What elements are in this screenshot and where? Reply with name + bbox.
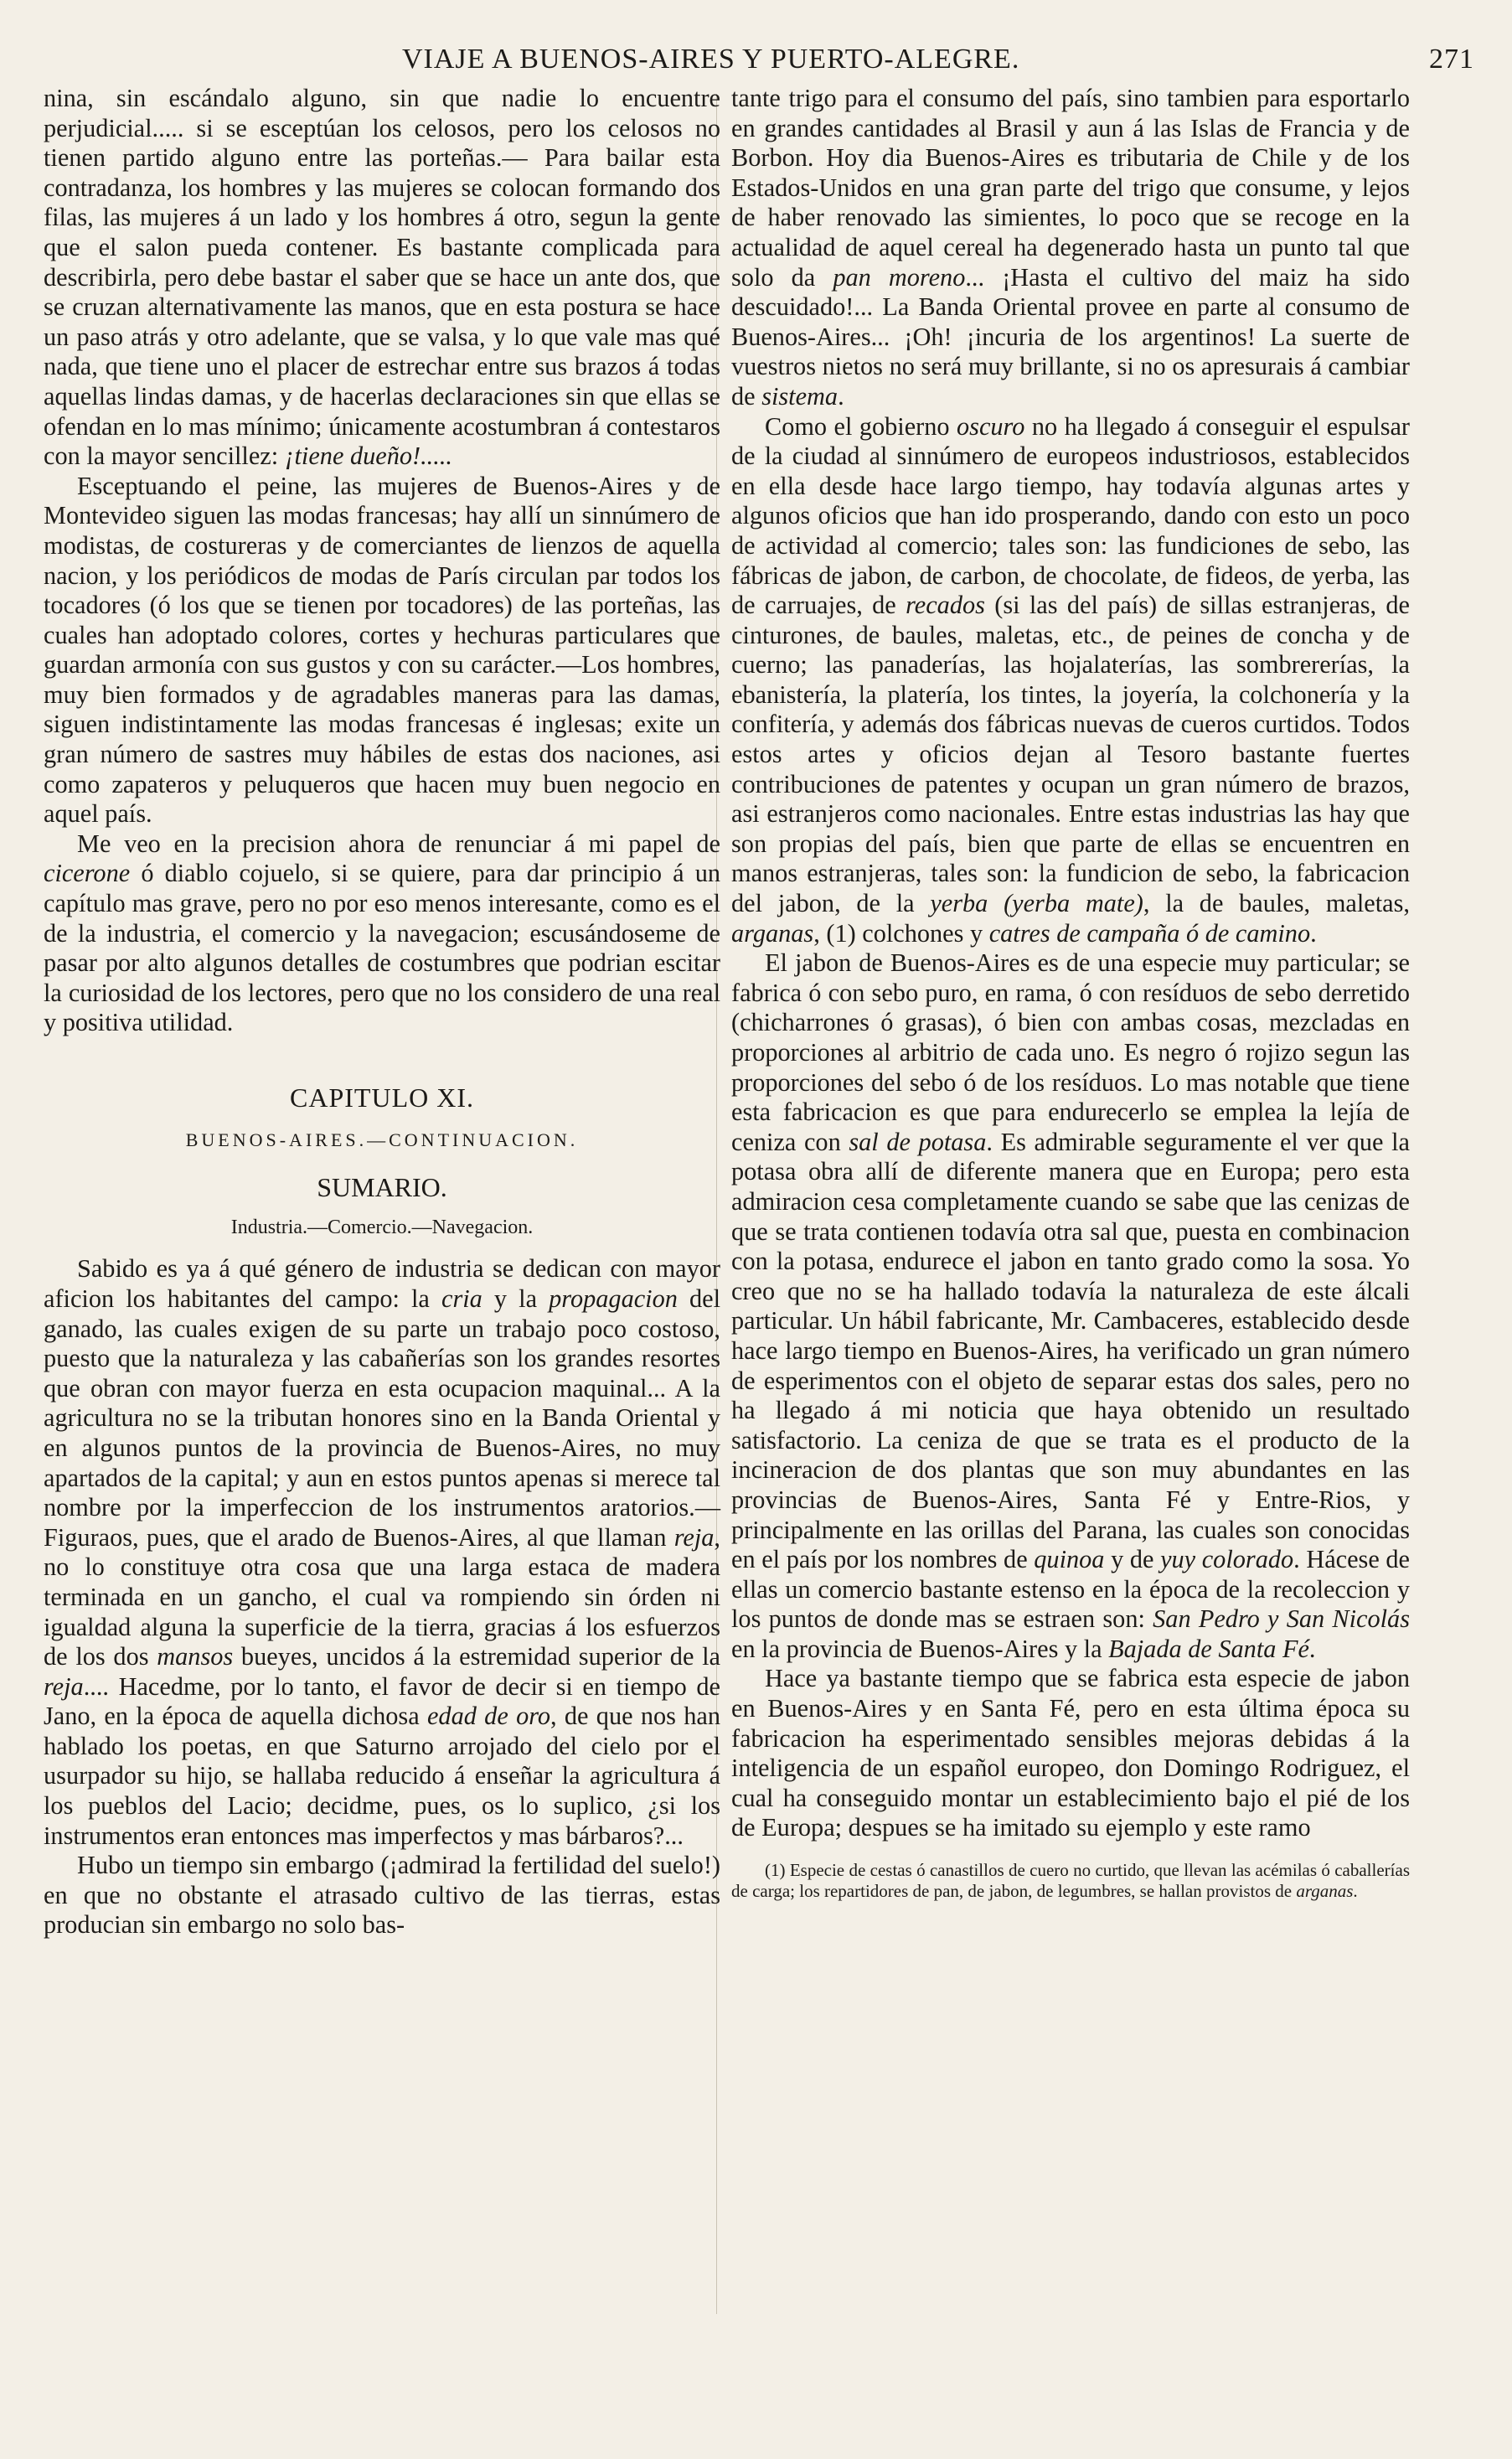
paragraph: Hace ya bastante tiempo que se fabrica esta especie de jabon en Buenos-Aires y en Santa Fé, pero en esta última época su fabricacion ha esperimentado sensibles mejoras debidas á la inteligencia de un español europeo, don Domingo Rodriguez, el cual ha conseguido montar un establecimiento bajo el pié de los de Europa; despues se ha imitado su ejemplo y este ramo xyxy=(731,1664,1410,1842)
running-title: VIAJE A BUENOS-AIRES Y PUERTO-ALEGRE. xyxy=(402,44,1020,75)
summary-heading: SUMARIO. xyxy=(317,1172,447,1203)
paragraph: Esceptuando el peine, las mujeres de Buenos-Aires y de Montevideo siguen las modas francesas; hay allí un sinnúmero de modistas, de costureras y de comerciantes de lienzos de aquella nacion, y los periódicos de modas de París circulan par todos los tocadores (ó los que se tienen por tocadores) de las porteñas, las cuales han adoptado colores, cortes y hechuras particulares que guardan armonía con sus gustos y con su carácter.—Los hombres, muy bien formados y de agradables maneras para las damas, siguen indistintamente las modas francesas é inglesas; exite un gran número de sastres muy hábiles de estas dos naciones, asi como zapateros y peluqueros que hacen muy buen negocio en aquel país. xyxy=(44,471,720,829)
chapter-heading: CAPITULO XI. xyxy=(290,1082,474,1113)
summary-topics: Industria.—Comercio.—Navegacion. xyxy=(230,1216,534,1238)
paragraph: nina, sin escándalo alguno, sin que nadie lo encuentre perjudicial..... si se esceptúan los celosos, pero los celosos no tienen partido alguno entre las porteñas.— Para bailar esta contradanza, los hombres y las mujeres se colocan formando dos filas, las mujeres á un lado y los hombres á otro, segun la gente que el salon pueda contener. Es bastante complicada para describirla, pero debe bastar el saber que se hace un ante dos, que se cruzan alternativamente las manos, que en esta postura se hace un paso atrás y otro adelante, que se valsa, y lo que vale mas qué nada, que tiene uno el placer de estrechar entre sus brazos á todas aquellas lindas damas, y de hacerlas declaraciones sin que ellas se ofendan en lo mas mínimo; únicamente acostumbran á contestaros con la mayor sencillez: ¡tiene dueño!..... xyxy=(44,84,720,471)
page-header xyxy=(50,44,1474,85)
paragraph: Sabido es ya á qué género de industria se dedican con mayor aficion los habitantes del campo: la cria y la propagacion del ganado, las cuales exigen de su parte un trabajo poco costoso, puesto que la naturaleza y las cabañerías son los grandes resortes que obran con mayor fuerza en esta ocupacion maquinal... A la agricultura no se la tributan honores sino en la Banda Oriental y en algunos puntos de la provincia de Buenos-Aires, no muy apartados de la capital; y aun en estos puntos apenas si merece tal nombre por la imperfeccion de los instrumentos aratorios.— Figuraos, pues, que el arado de Buenos-Aires, al que llaman reja, no lo constituye otra cosa que una larga estaca de madera terminada en un gancho, el cual va rompiendo sin órden ni igualdad alguna la superficie de la tierra, gracias á los esfuerzos de los dos mansos bueyes, uncidos á la estremidad superior de la reja.... Hacedme, por lo tanto, el favor de decir si en tiempo de Jano, en la época de aquella dichosa edad de oro, de que nos han hablado los poetas, en que Saturno arrojado del cielo por el usurpador su hijo, se hallaba reducido á enseñar la agricultura á los pueblos del Lacio; decidme, pues, os lo suplico, ¿si los instrumentos eran entonces mas imperfectos y mas bárbaros?... xyxy=(44,1254,720,1850)
page-number: 271 xyxy=(1429,44,1474,75)
footnote: (1) Especie de cestas ó canastillos de cuero no curtido, que llevan las acémilas ó caballerías de carga; los repartidores de pan, de jabon, de legumbres, se hallan provistos de arganas. xyxy=(731,1860,1410,1902)
right-column xyxy=(731,84,1410,1902)
paragraph: tante trigo para el consumo del país, sino tambien para esportarlo en grandes cantidades al Brasil y aun á las Islas de Francia y de Borbon. Hoy dia Buenos-Aires es tributaria de Chile y de los Estados-Unidos en una gran parte del trigo que consume, y lejos de haber renovado las simientes, lo poco que se recoge en la actualidad de aquel cereal ha degenerado hasta un punto tal que solo da pan moreno... ¡Hasta el cultivo del maiz ha sido descuidado!... La Banda Oriental provee en parte al consumo de Buenos-Aires... ¡Oh! ¡incuria de los argentinos! La suerte de vuestros nietos no será muy brillante, si no os apresurais á cambiar de sistema. xyxy=(731,84,1410,411)
paragraph: El jabon de Buenos-Aires es de una especie muy particular; se fabrica ó con sebo puro, en rama, ó con resíduos de sebo derretido (chicharrones ó grasas), ó bien con ambas cosas, mezcladas en proporciones al arbitrio de cada uno. Es negro ó rojizo segun las proporciones del sebo ó de los resíduos. Lo mas notable que tiene esta fabricacion es que para endurecerlo se emplea la lejía de ceniza con sal de potasa. Es admirable seguramente el ver que la potasa obra allí de diferente manera que en Europa; pero esta admiracion cesa completamente cuando se sabe que las cenizas de que se trata contienen todavía otra sal que, puesta en combinacion con la potasa, endurece el jabon en tanto grado como la sosa. Yo creo que no se ha hallado todavía la naturaleza de este álcali particular. Un hábil fabricante, Mr. Cambaceres, establecido desde hace largo tiempo en Buenos-Aires, ha verificado un gran número de esperimentos con el objeto de separar estas dos sales, pero no ha llegado á mi noticia que haya obtenido un resultado satisfactorio. La ceniza de que se trata es el producto de la incineracion de dos plantas que son muy abundantes en las provincias de Buenos-Aires, Santa Fé y Entre-Rios, y principalmente en las orillas del Parana, las cuales son conocidas en el país por los nombres de quinoa y de yuy colorado. Hácese de ellas un comercio bastante estenso en la época de la recoleccion y los puntos de donde mas se estraen son: San Pedro y San Nicolás en la provincia de Buenos-Aires y la Bajada de Santa Fé. xyxy=(731,948,1411,1663)
left-column xyxy=(44,84,720,1940)
paragraph: Como el gobierno oscuro no ha llegado á conseguir el espulsar de la ciudad al sinnúmero de europeos industriosos, establecidos en ella desde hace largo tiempo, hay todavía algunas artes y algunos oficios que han ido prosperando, dando con esto un poco de actividad al comercio; tales son: las fundiciones de sebo, las fábricas de jabon, de carbon, de chocolate, de fideos, de yerba, las de carruajes, de recados (si las del país) de sillas estranjeras, de cinturones, de baules, maletas, etc., de peines de concha y de cuerno; las panaderías, las hojalaterías, las sombrererías, la ebanistería, la platería, los tintes, la joyería, la colchonería y la confitería, y además dos fábricas nuevas de cueros curtidos. Todos estos artes y oficios dejan al Tesoro bastante fuertes contribuciones de patentes y ocupan un gran número de brazos, asi estranjeros como nacionales. Entre estas industrias las hay que son propias del país, bien que parte de ellas se encuentren en manos estranjeras, tales son: la fundicion de sebo, la fabricacion del jabon, de la yerba (yerba mate), la de baules, maletas, arganas, (1) colchones y catres de campaña ó de camino. xyxy=(731,411,1411,948)
paragraph: Hubo un tiempo sin embargo (¡admirad la fertilidad del suelo!) en que no obstante el atrasado cultivo de las tierras, estas producian sin embargo no solo bas- xyxy=(44,1851,720,1940)
chapter-subtitle: BUENOS-AIRES.—CONTINUACION. xyxy=(185,1129,579,1150)
paragraph: Me veo en la precision ahora de renunciar á mi papel de cicerone ó diablo cojuelo, si se quiere, para dar principio á un capítulo mas grave, pero no por eso menos interesante, como es el de la industria, el comercio y la navegacion; escusándoseme de pasar por alto algunos detalles de costumbres que podrian escitar la curiosidad de los lectores, pero que no los considero de una real y positiva utilidad. xyxy=(44,829,720,1037)
